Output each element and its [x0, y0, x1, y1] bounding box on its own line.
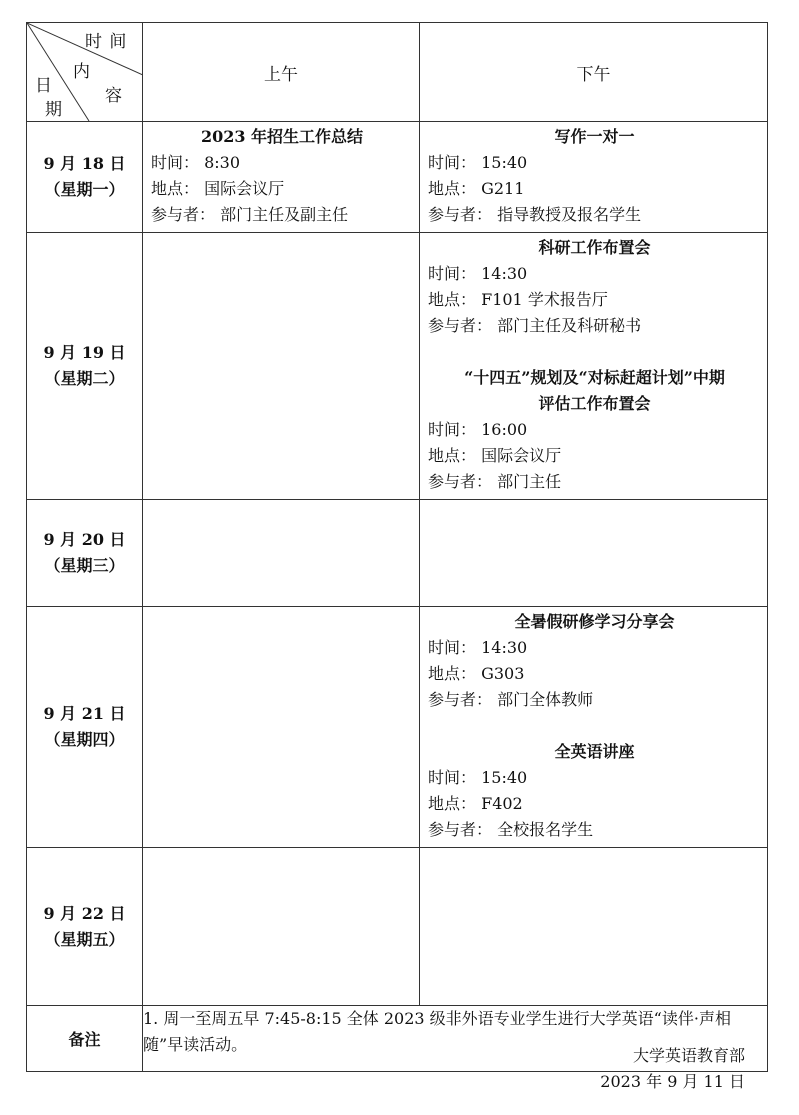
event-time: 时间： 14:30 — [428, 638, 528, 657]
event-attendees: 参与者： 部门主任 — [428, 472, 562, 491]
day-date: 9 月 18 日 — [43, 154, 126, 173]
event-time: 时间： 16:00 — [428, 420, 528, 439]
notes-label: 备注 — [27, 1006, 143, 1072]
corner-label-time: 时 间 — [85, 32, 128, 52]
day-date: 9 月 19 日 — [43, 343, 126, 362]
day-row-tuesday — [27, 233, 768, 500]
event-time: 时间： 15:40 — [428, 768, 528, 787]
event-attendees: 参与者： 部门全体教师 — [428, 690, 594, 709]
event-place: 地点： 国际会议厅 — [428, 446, 562, 465]
day-row-wednesday — [27, 500, 768, 607]
header-afternoon: 下午 — [420, 23, 768, 122]
event-title: 2023 年招生工作总结 — [200, 127, 364, 146]
event-title: 全英语讲座 — [554, 742, 635, 761]
notes-text: 1. 周一至周五早 7:45-8:15 全体 2023 级非外语专业学生进行大学英语“读伴·声相随”早读活动。 — [143, 1006, 768, 1072]
event-title: 科研工作布置会 — [538, 238, 651, 257]
event-place: 地点： F402 — [428, 794, 523, 813]
corner-label-content-1: 内 — [73, 62, 91, 82]
event-title: 写作一对一 — [554, 127, 635, 146]
footer-date: 2023 年 9 月 11 日 — [600, 1072, 745, 1091]
event-place: 地点： F101 学术报告厅 — [428, 290, 608, 309]
header-morning: 上午 — [143, 23, 420, 122]
morning-cell — [143, 500, 420, 607]
event-block — [151, 124, 413, 228]
day-weekday: （星期五） — [44, 929, 125, 949]
event-block — [428, 235, 761, 339]
day-cell — [27, 233, 143, 500]
afternoon-cell — [420, 607, 768, 848]
afternoon-cell — [420, 848, 768, 1006]
corner-label-content-2: 容 — [105, 86, 123, 106]
event-time: 时间： 15:40 — [428, 153, 528, 172]
morning-cell — [143, 122, 420, 233]
event-block — [428, 365, 761, 495]
morning-cell — [143, 848, 420, 1006]
event-attendees: 参与者： 部门主任及科研秘书 — [428, 316, 642, 335]
event-place: 地点： 国际会议厅 — [151, 179, 285, 198]
footer-signature — [600, 1043, 745, 1095]
day-cell — [27, 122, 143, 233]
day-date: 9 月 20 日 — [43, 530, 126, 549]
event-place: 地点： G303 — [428, 664, 525, 683]
header-corner-cell — [27, 23, 143, 122]
afternoon-cell — [420, 233, 768, 500]
event-attendees: 参与者： 部门主任及副主任 — [151, 205, 349, 224]
event-time: 时间： 8:30 — [151, 153, 241, 172]
event-block — [428, 609, 761, 713]
morning-cell — [143, 233, 420, 500]
event-place: 地点： G211 — [428, 179, 525, 198]
event-attendees: 参与者： 全校报名学生 — [428, 820, 594, 839]
corner-label-date-2: 期 — [45, 100, 63, 120]
day-date: 9 月 21 日 — [43, 704, 126, 723]
day-cell — [27, 607, 143, 848]
day-row-thursday — [27, 607, 768, 848]
day-cell — [27, 500, 143, 607]
day-date: 9 月 22 日 — [43, 903, 126, 923]
schedule-table — [26, 22, 768, 1072]
day-weekday: （星期二） — [44, 369, 125, 388]
morning-cell — [143, 607, 420, 848]
schedule-sheet — [26, 22, 767, 1072]
header-row — [27, 23, 768, 122]
event-block — [428, 124, 761, 228]
day-weekday: （星期四） — [44, 730, 125, 749]
event-attendees: 参与者： 指导教授及报名学生 — [428, 205, 642, 224]
day-row-monday — [27, 122, 768, 233]
day-weekday: （星期三） — [44, 556, 125, 575]
day-weekday: （星期一） — [44, 180, 125, 199]
afternoon-cell — [420, 122, 768, 233]
event-title-continued: 评估工作布置会 — [538, 394, 651, 413]
corner-label-date-1: 日 — [35, 76, 53, 96]
event-title: “十四五”规划及“对标赶超计划”中期 — [464, 368, 725, 387]
footer-department: 大学英语教育部 — [632, 1046, 745, 1065]
afternoon-cell — [420, 500, 768, 607]
event-time: 时间： 14:30 — [428, 264, 528, 283]
day-cell — [27, 848, 143, 1006]
event-title: 全暑假研修学习分享会 — [514, 612, 675, 631]
day-row-friday — [27, 848, 768, 1006]
event-block — [428, 739, 761, 843]
